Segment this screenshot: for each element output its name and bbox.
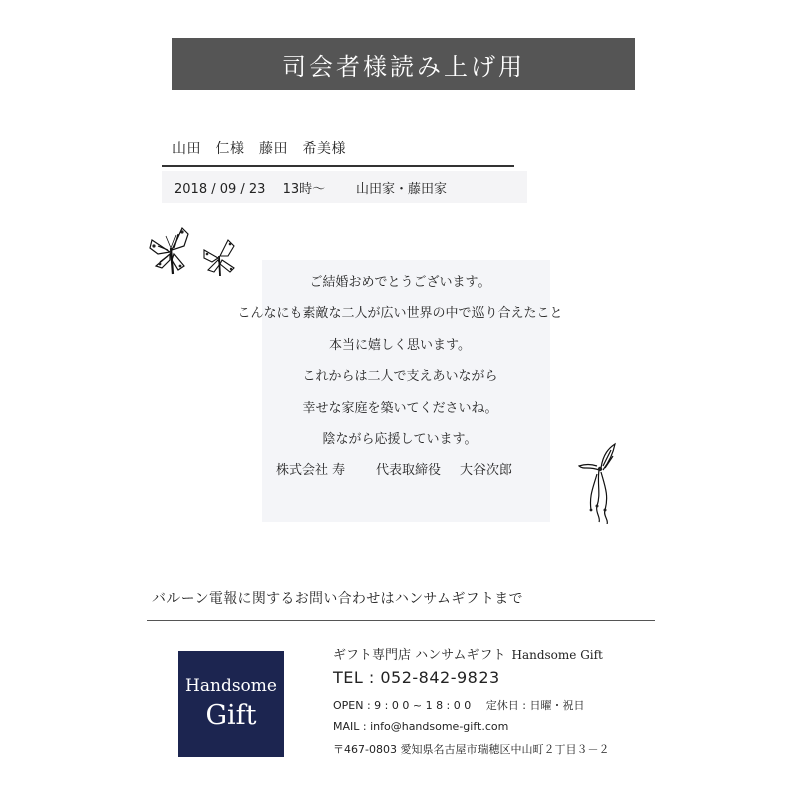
shop-name <box>333 644 603 663</box>
phoenix-decoration <box>573 440 623 528</box>
recipient-names: 山田 仁様 藤田 希美様 <box>172 141 346 157</box>
message-line: 幸せな家庭を築いてくださいね。 <box>302 401 498 416</box>
message-line: こんなにも素敵な二人が広い世界の中で巡り合えたこと <box>237 306 563 321</box>
shop-hours: OPEN : 9 : 0 0 ~ 1 8 : 0 0 定休日 : 日曜・祝日 <box>333 699 585 712</box>
page-title: 司会者様読み上げ用 <box>282 52 525 81</box>
message-line: 本当に嬉しく思います。 <box>329 338 471 353</box>
butterfly-icon <box>200 238 240 278</box>
shop-name-jp: ギフト専門店 ハンサムギフト <box>333 648 506 663</box>
event-families: 山田家・藤田家 <box>356 182 448 197</box>
message-line: 陰ながら応援しています。 <box>322 432 478 447</box>
message-line: ご結婚おめでとうございます。 <box>309 275 491 290</box>
shop-mail: MAIL : info@handsome-gift.com <box>333 720 509 733</box>
page-title-bar <box>172 38 635 90</box>
phoenix-icon <box>573 440 623 524</box>
inquiry-text: バルーン電報に関するお問い合わせはハンサムギフトまで <box>152 591 523 607</box>
shop-name-en: Handsome Gift <box>511 648 603 662</box>
logo-line1: Handsome <box>185 676 277 696</box>
shop-tel: TEL : 052-842-9823 <box>333 668 500 687</box>
shop-address: 〒467-0803 愛知県名古屋市瑞穂区中山町２丁目３－２ <box>333 743 610 756</box>
message-line: これからは二人で支えあいながら <box>302 369 498 384</box>
signature-company: 株式会社 寿 <box>276 463 346 478</box>
shop-logo <box>178 651 284 757</box>
signature-title: 代表取締役 <box>376 463 442 478</box>
footer-divider <box>147 620 655 621</box>
message-box <box>262 260 550 522</box>
event-date-time: 2018 / 09 / 23 13時～ <box>174 182 326 197</box>
names-divider <box>162 165 514 167</box>
logo-line2: Gift <box>205 700 257 731</box>
signature-name: 大谷次郎 <box>460 463 513 478</box>
